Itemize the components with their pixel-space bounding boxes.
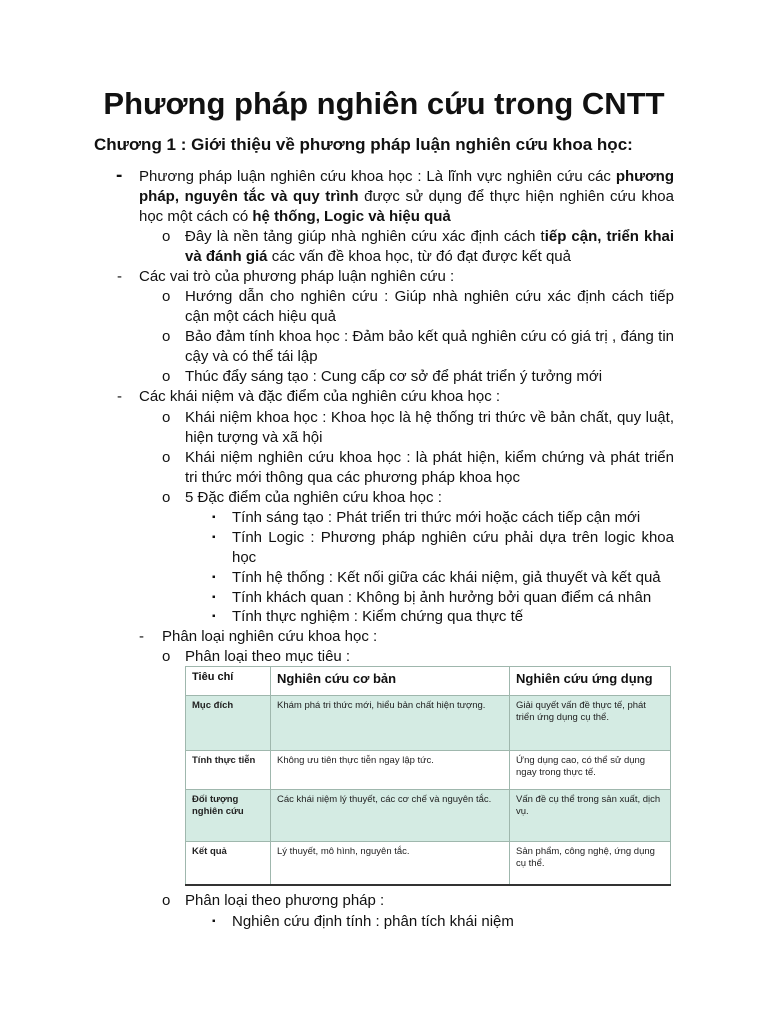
square-bullet: ▪ [212, 611, 216, 622]
dash-marker: - [117, 268, 122, 285]
circle-marker: o [162, 648, 171, 665]
feature-item: Tính hệ thống : Kết nối giữa các khái niệm, giả thuyết và kết quả [232, 569, 661, 586]
dash-marker: - [117, 388, 122, 405]
concept-item: 5 Đặc điểm của nghiên cứu khoa học : [185, 489, 442, 506]
feature-item: Tính thực nghiệm : Kiểm chứng qua thực tế [232, 608, 524, 625]
circle-marker: o [162, 288, 171, 305]
square-bullet: ▪ [212, 916, 216, 927]
square-bullet: ▪ [212, 532, 216, 543]
classification-heading: Phân loại nghiên cứu khoa học : [162, 628, 378, 645]
table-cell: Khám phá tri thức mới, hiểu bản chất hiện tượng. [271, 696, 510, 751]
dash-marker: - [116, 165, 123, 186]
concept-item: Khái niệm khoa học : Khoa học là hệ thống tri thức về bản chất, quy luật, hiện tượng và xã hội [185, 409, 674, 446]
concept-item: Khái niệm nghiên cứu khoa học : là phát hiện, kiểm chứng và phát triển tri thức mới thông qua các phương pháp khoa học [185, 449, 674, 486]
table-row [186, 842, 671, 886]
table-header-cell: Nghiên cứu cơ bản [271, 667, 510, 696]
table-cell: Vấn đề cụ thể trong sản xuất, dịch vụ. [510, 790, 671, 842]
table-cell: Kết quả [186, 842, 271, 886]
paragraph-definition: Phương pháp luận nghiên cứu khoa học : Là lĩnh vực nghiên cứu các phương pháp, nguyên tắc và quy trình được sử dụng để thực hiện nghiên cứu khoa học một cách có hệ thống, Logic và hiệu quả [139, 168, 674, 225]
role-item: Bảo đảm tính khoa học : Đảm bảo kết quả nghiên cứu có giá trị , đáng tin cậy và có thể tái lập [185, 328, 674, 365]
feature-item: Tính khách quan : Không bị ảnh hưởng bởi quan điểm cá nhân [232, 589, 652, 606]
concepts-heading: Các khái niệm và đặc điểm của nghiên cứu khoa học : [139, 388, 501, 405]
circle-marker: o [162, 228, 171, 245]
table-cell: Đối tượng nghiên cứu [186, 790, 271, 842]
table-row [186, 790, 671, 842]
circle-marker: o [162, 892, 171, 909]
paragraph-foundation: Đây là nền tảng giúp nhà nghiên cứu xác định cách tiếp cận, triển khai và đánh giá các vấn đề khoa học, từ đó đạt được kết quả [185, 228, 674, 265]
dash-marker: - [139, 628, 144, 645]
page-title: Phương pháp nghiên cứu trong CNTT [103, 86, 665, 121]
feature-item: Tính Logic : Phương pháp nghiên cứu phải dựa trên logic khoa học [232, 529, 674, 566]
table-row [186, 751, 671, 790]
table-cell: Lý thuyết, mô hình, nguyên tắc. [271, 842, 510, 886]
classification-by-goal: Phân loại theo mục tiêu : [185, 648, 351, 665]
feature-item: Tính sáng tạo : Phát triển tri thức mới hoặc cách tiếp cận mới [232, 509, 641, 526]
square-bullet: ▪ [212, 512, 216, 523]
table-header-cell: Nghiên cứu ứng dụng [510, 667, 671, 696]
roles-heading: Các vai trò của phương pháp luận nghiên cứu : [139, 268, 455, 285]
table-cell: Mục đích [186, 696, 271, 751]
circle-marker: o [162, 368, 171, 385]
table-cell: Tính thực tiễn [186, 751, 271, 790]
table-header-row [186, 667, 671, 696]
role-item: Hướng dẫn cho nghiên cứu : Giúp nhà nghiên cứu xác định cách tiếp cận một cách hiệu quả [185, 288, 674, 325]
square-bullet: ▪ [212, 572, 216, 583]
chapter-heading: Chương 1 : Giới thiệu về phương pháp luận nghiên cứu khoa học: [94, 135, 633, 154]
table-cell: Ứng dụng cao, có thể sử dụng ngay trong thực tế. [510, 751, 671, 790]
circle-marker: o [162, 409, 171, 426]
table-cell: Giải quyết vấn đề thực tế, phát triển ứng dụng cụ thể. [510, 696, 671, 751]
role-item: Thúc đẩy sáng tạo : Cung cấp cơ sở để phát triển ý tưởng mới [185, 368, 603, 385]
circle-marker: o [162, 328, 171, 345]
classification-table [185, 666, 671, 886]
circle-marker: o [162, 449, 171, 466]
table-row [186, 696, 671, 751]
circle-marker: o [162, 489, 171, 506]
square-bullet: ▪ [212, 592, 216, 603]
table-cell: Sản phẩm, công nghệ, ứng dụng cụ thể. [510, 842, 671, 886]
method-item: Nghiên cứu định tính : phân tích khái niệm [232, 913, 514, 930]
table-header-cell: Tiêu chí [186, 667, 271, 696]
table-cell: Các khái niệm lý thuyết, các cơ chế và nguyên tắc. [271, 790, 510, 842]
classification-by-method: Phân loại theo phương pháp : [185, 892, 385, 909]
table-cell: Không ưu tiên thực tiễn ngay lập tức. [271, 751, 510, 790]
